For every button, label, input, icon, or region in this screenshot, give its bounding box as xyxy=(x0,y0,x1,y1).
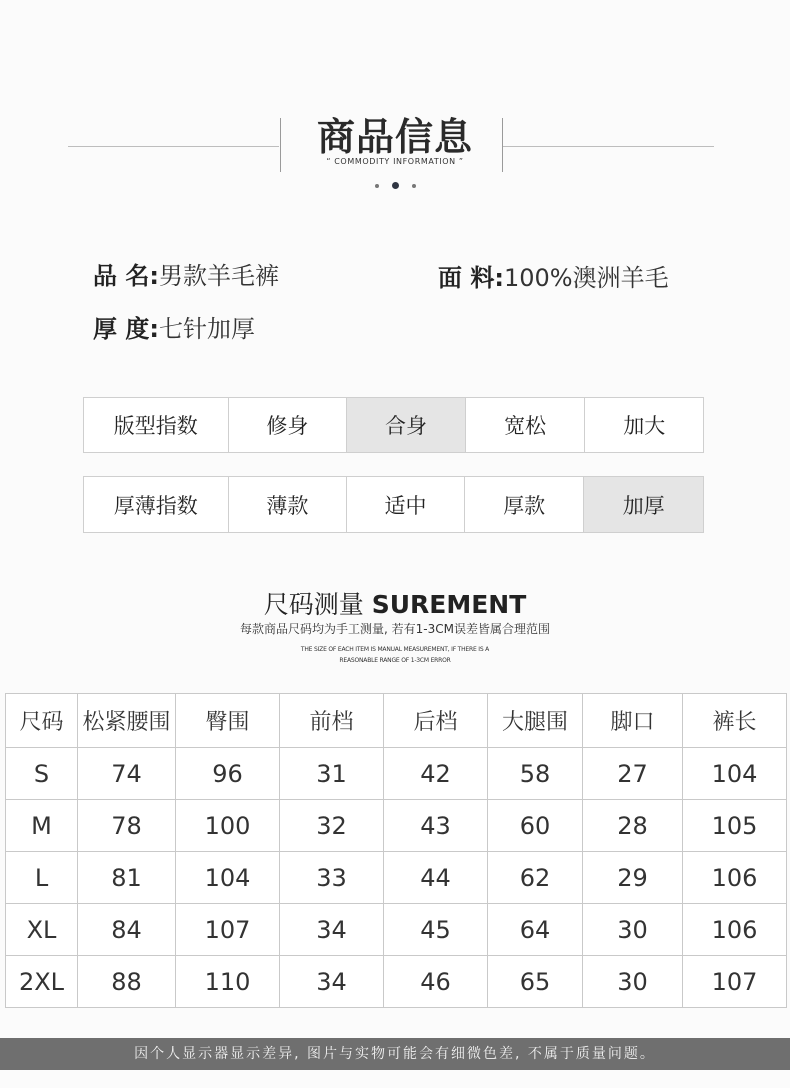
info-label: 厚 度: xyxy=(93,315,159,343)
info-label: 面 料: xyxy=(438,264,504,292)
table-cell: 84 xyxy=(78,904,176,956)
table-cell: 106 xyxy=(683,904,787,956)
table-cell: 74 xyxy=(78,748,176,800)
info-material xyxy=(438,258,669,293)
fit-option-regular: 合身 xyxy=(346,398,465,452)
table-cell: M xyxy=(6,800,78,852)
table-cell: 30 xyxy=(583,904,683,956)
table-cell: 107 xyxy=(683,956,787,1008)
thickness-index-label: 厚薄指数 xyxy=(113,493,198,518)
thickness-option-thick: 厚款 xyxy=(464,477,584,532)
fit-option-loose: 宽松 xyxy=(465,398,585,452)
table-cell: 100 xyxy=(176,800,280,852)
dot-icon xyxy=(375,184,379,188)
table-cell: 34 xyxy=(280,956,384,1008)
table-cell: 110 xyxy=(176,956,280,1008)
size-table xyxy=(5,693,787,1008)
table-header-row xyxy=(6,694,787,748)
table-cell: 34 xyxy=(280,904,384,956)
table-cell: 42 xyxy=(384,748,488,800)
info-label: 品 名: xyxy=(93,262,159,290)
measurement-title xyxy=(0,585,790,621)
table-cell: 44 xyxy=(384,852,488,904)
table-header: 脚口 xyxy=(583,694,683,748)
table-header: 裤长 xyxy=(683,694,787,748)
table-row xyxy=(6,852,787,904)
fit-option-plus: 加大 xyxy=(584,398,703,452)
table-cell: 2XL xyxy=(6,956,78,1008)
table-cell: 29 xyxy=(583,852,683,904)
table-cell: 27 xyxy=(583,748,683,800)
section-subtitle: “ COMMODITY INFORMATION ” xyxy=(326,157,464,166)
info-value: 男款羊毛裤 xyxy=(158,262,279,290)
table-cell: S xyxy=(6,748,78,800)
thickness-index-row xyxy=(83,476,704,533)
table-cell: 43 xyxy=(384,800,488,852)
table-cell: XL xyxy=(6,904,78,956)
table-header: 松紧腰围 xyxy=(78,694,176,748)
dot-icon xyxy=(392,182,399,189)
table-cell: 104 xyxy=(176,852,280,904)
measurement-title-cn: 尺码测量 xyxy=(263,590,364,619)
info-value: 100%澳洲羊毛 xyxy=(503,264,669,292)
section-title: 商品信息 xyxy=(316,115,473,159)
thickness-option-extra-thick: 加厚 xyxy=(583,477,703,532)
table-cell: 60 xyxy=(488,800,583,852)
table-cell: 30 xyxy=(583,956,683,1008)
table-cell: 31 xyxy=(280,748,384,800)
table-cell: 78 xyxy=(78,800,176,852)
table-cell: 45 xyxy=(384,904,488,956)
table-header: 臀围 xyxy=(176,694,280,748)
measurement-title-en: SUREMENT xyxy=(371,590,527,619)
table-cell: 33 xyxy=(280,852,384,904)
table-header: 后档 xyxy=(384,694,488,748)
table-cell: 104 xyxy=(683,748,787,800)
thickness-option-thin: 薄款 xyxy=(228,477,347,532)
table-cell: 65 xyxy=(488,956,583,1008)
table-cell: 46 xyxy=(384,956,488,1008)
fit-index-row xyxy=(83,397,704,453)
table-cell: 105 xyxy=(683,800,787,852)
table-cell: 96 xyxy=(176,748,280,800)
measurement-note-en-2: REASONABLE RANGE OF 1-3CM ERROR xyxy=(339,657,451,664)
table-row xyxy=(6,956,787,1008)
fit-index-label: 版型指数 xyxy=(113,414,198,438)
info-value: 七针加厚 xyxy=(158,315,255,343)
table-cell: 28 xyxy=(583,800,683,852)
measurement-note-en-1: THE SIZE OF EACH ITEM IS MANUAL MEASUREMENT, IF THERE IS A xyxy=(300,646,490,653)
fit-option-slim: 修身 xyxy=(228,398,347,452)
dot-icon xyxy=(412,184,416,188)
info-product-name xyxy=(93,256,279,291)
table-header: 前档 xyxy=(280,694,384,748)
measurement-note: 每款商品尺码均为手工测量, 若有1-3CM误差皆属合理范围 xyxy=(240,622,550,636)
table-cell: L xyxy=(6,852,78,904)
table-cell: 64 xyxy=(488,904,583,956)
table-cell: 81 xyxy=(78,852,176,904)
disclaimer-footer: 因个人显示器显示差异, 图片与实物可能会有细微色差, 不属于质量问题。 xyxy=(0,1038,790,1070)
table-row xyxy=(6,800,787,852)
table-header: 大腿围 xyxy=(488,694,583,748)
table-cell: 58 xyxy=(488,748,583,800)
table-header: 尺码 xyxy=(6,694,78,748)
info-thickness xyxy=(93,309,255,344)
table-cell: 107 xyxy=(176,904,280,956)
table-row xyxy=(6,904,787,956)
table-cell: 88 xyxy=(78,956,176,1008)
thickness-option-medium: 适中 xyxy=(346,477,464,532)
table-cell: 32 xyxy=(280,800,384,852)
decorative-dots xyxy=(0,182,790,189)
table-row xyxy=(6,748,787,800)
table-cell: 62 xyxy=(488,852,583,904)
table-cell: 106 xyxy=(683,852,787,904)
